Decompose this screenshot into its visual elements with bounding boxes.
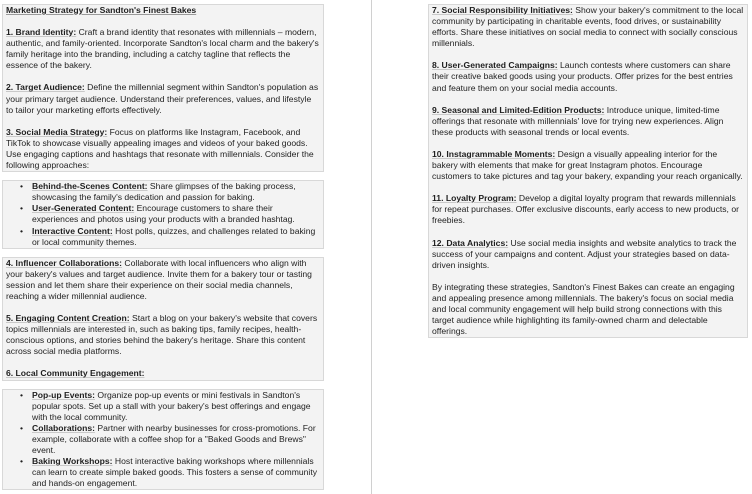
section-5: 5. Engaging Content Creation: Start a blog on your bakery's website that covers topics millennials are interested in, such as baking tips, family recipes, health-conscious options, and stories behind the bakery's heritage. Share this content across social media platforms. <box>6 313 318 357</box>
list-item: • User-Generated Content: Encourage customers to share their experiences and photos using your products with a branded hashtag. <box>32 203 320 225</box>
section-8: 8. User-Generated Campaigns: Launch contests where customers can share their creative baked goods using your products. Offer prizes for the best entries and feature them on your social media accounts. <box>432 60 733 93</box>
section-9: 9. Seasonal and Limited-Edition Products: Introduce unique, limited-time offerings that resonate with millennials' love for trying new experiences. Align these products with seasonal trends or local events. <box>432 104 724 137</box>
social-bullet-list <box>6 181 320 248</box>
intro-block <box>2 4 324 172</box>
section-2: 2. Target Audience: Define the millennial segment within Sandton's population as your primary target audience. Understand their preferences, values, and lifestyle to tailor your marketing efforts effectively. <box>6 82 319 115</box>
list-item: • Baking Workshops: Host interactive baking workshops where millennials can learn to create simple baked goods. This fosters a sense of community and hands-on engagement. <box>32 456 320 489</box>
document-title: Marketing Strategy for Sandton's Finest Bakes <box>6 5 197 15</box>
social-bullets-block <box>2 180 324 249</box>
community-bullets-block <box>2 389 324 491</box>
list-item: • Behind-the-Scenes Content: Share glimpses of the baking process, showcasing the family's dedication and passion for baking. <box>32 181 320 203</box>
sections-4-6-block <box>2 257 324 381</box>
section-3: 3. Social Media Strategy: Focus on platforms like Instagram, Facebook, and TikTok to showcase visually appealing images and videos of your baked goods. Use engaging captions and hashtags that resonate with millennials. Consider the following approaches: <box>6 126 314 171</box>
conclusion: By integrating these strategies, Sandton's Finest Bakes can create an engaging and appealing presence among millennials. The bakery's focus on social media and local community engagement will help build strong connections with this target audience while highlighting its family-owned charm and delectable offerings. <box>432 281 735 337</box>
section-10: 10. Instagrammable Moments: Design a visually appealing interior for the bakery with elements that make for great Instagram photos. Encourage customers to take pictures and tag your bakery, expanding your reach organically. <box>432 148 743 182</box>
section-12: 12. Data Analytics: Use social media insights and website analytics to track the success of your campaigns and content. Adjust your strategies based on data-driven insights. <box>432 237 737 270</box>
community-bullet-list <box>6 390 320 490</box>
list-item: • Collaborations: Partner with nearby businesses for cross-promotions. For example, collaborate with a coffee shop for a "Baked Goods and Brews" event. <box>32 423 320 456</box>
section-6: 6. Local Community Engagement: <box>6 368 145 379</box>
left-column <box>0 0 326 490</box>
column-divider <box>371 0 372 494</box>
section-1: 1. Brand Identity: Craft a brand identity that resonates with millennials – modern, authentic, and family-oriented. Incorporate Sandton's local charm and the bakery's family heritage into the branding, including a catchy tagline that reflects the essence of the bakery. <box>6 27 319 71</box>
list-item: • Interactive Content: Host polls, quizzes, and challenges related to baking or local community themes. <box>32 226 320 248</box>
section-11: 11. Loyalty Program: Develop a digital loyalty program that rewards millennials for repeat purchases. Offer exclusive discounts, early access to new products, or freebies. <box>432 193 739 226</box>
sections-7-12-block <box>428 4 748 338</box>
list-item: • Pop-up Events: Organize pop-up events or mini festivals in Sandton's popular spots. Set up a stall with your bakery's best offerings and engage with the local community. <box>32 390 320 423</box>
section-7: 7. Social Responsibility Initiatives: Show your bakery's commitment to the local community by participating in charitable events, food drives, or sustainability efforts. Share these initiatives on social media to connect with socially conscious millennials. <box>432 5 744 49</box>
right-column <box>428 0 750 338</box>
section-4: 4. Influencer Collaborations: Collaborate with local influencers who align with your bakery's values and target audience. Invite them for a bakery tour or tasting session and let them share their experience on their social media channels, reaching a wider millennial audience. <box>6 257 312 301</box>
